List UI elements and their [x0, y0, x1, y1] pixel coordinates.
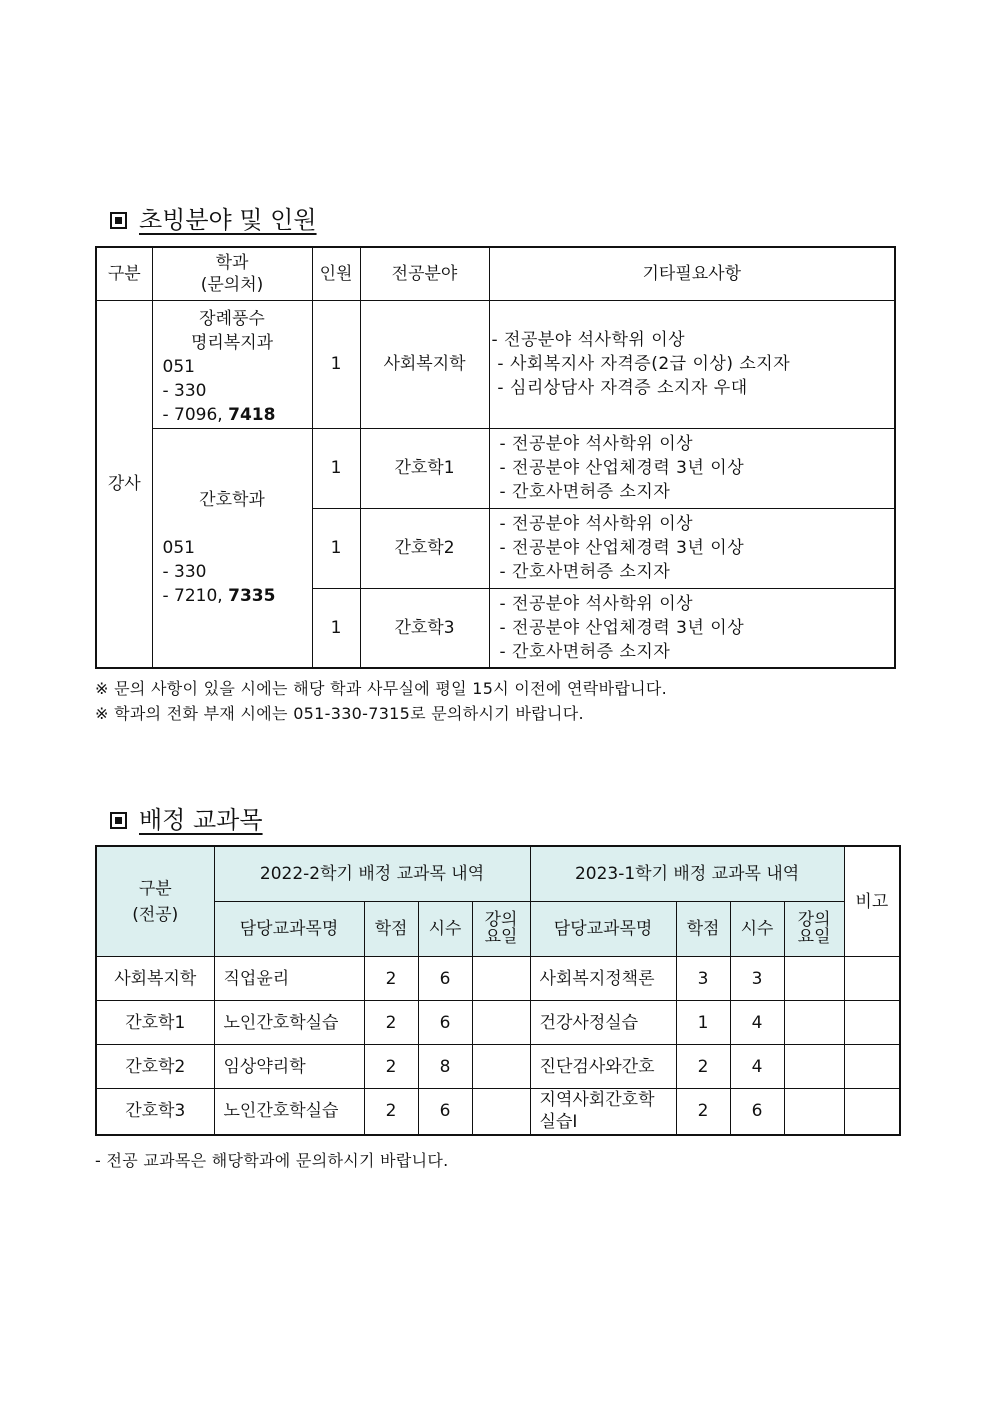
- requirements-cell: - 전공분야 석사학위 이상 - 사회복지사 자격증(2급 이상) 소지자 - 심리상담사 자격증 소지자 우대: [489, 300, 895, 428]
- table-row: [96, 1089, 900, 1135]
- field-cell: 사회복지학: [360, 300, 489, 428]
- course-cell: 진단검사와간호: [530, 1045, 676, 1089]
- course-cell: 노인간호학실습: [214, 1089, 364, 1135]
- count-cell: 1: [312, 300, 360, 428]
- header-hours: 시수: [730, 902, 784, 957]
- table-subheader-row: [96, 902, 900, 957]
- department-phone: [153, 536, 312, 608]
- header-lecture-day: [472, 902, 530, 957]
- course-cell: 건강사정실습: [530, 1001, 676, 1045]
- header-credits: 학점: [676, 902, 730, 957]
- header-term-2023-1: 2023-1학기 배정 교과목 내역: [530, 846, 844, 902]
- course-cell: 사회복지정책론: [530, 957, 676, 1001]
- lecture-day-cell: [784, 1089, 844, 1135]
- department-name: 간호학과: [199, 489, 265, 510]
- major-cell: 사회복지학: [96, 957, 214, 1001]
- table-row: [96, 1001, 900, 1045]
- remarks-cell: [844, 957, 900, 1001]
- header-credits: 학점: [364, 902, 418, 957]
- header-course: 담당교과목명: [530, 902, 676, 957]
- department-cell: [152, 300, 312, 428]
- course-note: - 전공 교과목은 해당학과에 문의하시기 바랍니다.: [95, 1151, 449, 1170]
- department-name: 장례풍수 명리복지과: [190, 308, 274, 353]
- table-row: [96, 1045, 900, 1089]
- header-count: 인원: [312, 247, 360, 300]
- course-cell: 직업윤리: [214, 957, 364, 1001]
- credits-cell: 2: [676, 1045, 730, 1089]
- table-row: [96, 957, 900, 1001]
- requirements-cell: - 전공분야 석사학위 이상 - 전공분야 산업체경력 3년 이상 - 간호사면허증 소지자: [489, 588, 895, 668]
- lecture-day-cell: [784, 1001, 844, 1045]
- department-cell: [152, 428, 312, 668]
- field-cell: 간호학3: [360, 588, 489, 668]
- hours-cell: 8: [418, 1045, 472, 1089]
- inquiry-note: ※ 문의 사항이 있을 시에는 해당 학과 사무실에 평일 15시 이전에 연락바랍니다.: [95, 679, 667, 698]
- header-lecture-day: [784, 902, 844, 957]
- hours-cell: 6: [418, 957, 472, 1001]
- major-cell: 간호학2: [96, 1045, 214, 1089]
- header-major-line1: 구분: [138, 878, 172, 899]
- hours-cell: 6: [730, 1089, 784, 1135]
- count-cell: 1: [312, 508, 360, 588]
- remarks-cell: [844, 1001, 900, 1045]
- field-cell: 간호학2: [360, 508, 489, 588]
- section-title-text: 배정 교과목: [139, 806, 263, 834]
- hours-cell: 4: [730, 1045, 784, 1089]
- course-cell: 노인간호학실습: [214, 1001, 364, 1045]
- major-cell: 간호학3: [96, 1089, 214, 1135]
- header-department: [152, 247, 312, 300]
- credits-cell: 2: [676, 1089, 730, 1135]
- credits-cell: 2: [364, 1089, 418, 1135]
- header-major-line2: (전공): [132, 904, 179, 925]
- header-day-line1: 강의: [484, 910, 518, 930]
- header-term-2022-2: 2022-2학기 배정 교과목 내역: [214, 846, 530, 902]
- lecture-day-cell: [472, 1089, 530, 1135]
- credits-cell: 2: [364, 1045, 418, 1089]
- requirements-cell: - 전공분야 석사학위 이상 - 전공분야 산업체경력 3년 이상 - 간호사면허증 소지자: [489, 428, 895, 508]
- credits-cell: 1: [676, 1001, 730, 1045]
- header-requirements: 기타필요사항: [489, 247, 895, 300]
- hours-cell: 3: [730, 957, 784, 1001]
- count-cell: 1: [312, 428, 360, 508]
- header-hours: 시수: [418, 902, 472, 957]
- remarks-cell: [844, 1089, 900, 1135]
- filled-square-icon: [110, 212, 127, 229]
- section-title-courses: [110, 800, 263, 835]
- course-table: [95, 845, 901, 1136]
- hours-cell: 6: [418, 1089, 472, 1135]
- requirements-cell: - 전공분야 석사학위 이상 - 전공분야 산업체경력 3년 이상 - 간호사면허증 소지자: [489, 508, 895, 588]
- recruitment-table: [95, 246, 896, 669]
- filled-square-icon: [110, 812, 127, 829]
- section-title-text: 초빙분야 및 인원: [139, 206, 317, 234]
- header-day-line2: 요일: [484, 927, 518, 947]
- phone-extension: 7418: [228, 404, 276, 425]
- lecture-day-cell: [784, 1045, 844, 1089]
- table-row: [96, 428, 895, 508]
- header-category: 구분: [96, 247, 152, 300]
- section-title-recruitment: [110, 200, 317, 235]
- course-cell: 지역사회간호학 실습Ⅰ: [530, 1089, 676, 1135]
- phone-prefix: 051 - 330 - 7096,: [162, 356, 223, 425]
- course-cell: 임상약리학: [214, 1045, 364, 1089]
- credits-cell: 3: [676, 957, 730, 1001]
- header-major: [96, 846, 214, 957]
- phone-extension: 7335: [228, 585, 276, 606]
- lecture-day-cell: [472, 1045, 530, 1089]
- table-header-row: [96, 846, 900, 902]
- header-remarks: 비고: [844, 846, 900, 957]
- phone-note: ※ 학과의 전화 부재 시에는 051-330-7315로 문의하시기 바랍니다.: [95, 704, 584, 723]
- table-header-row: [96, 247, 895, 300]
- lecture-day-cell: [472, 957, 530, 1001]
- header-dept-line2: (문의처): [200, 274, 264, 295]
- credits-cell: 2: [364, 1001, 418, 1045]
- table-row: [96, 300, 895, 428]
- header-course: 담당교과목명: [214, 902, 364, 957]
- field-cell: 간호학1: [360, 428, 489, 508]
- header-field: 전공분야: [360, 247, 489, 300]
- phone-prefix: 051 - 330 - 7210,: [162, 537, 223, 606]
- lecture-day-cell: [784, 957, 844, 1001]
- header-dept-line1: 학과: [215, 252, 249, 273]
- header-day-line1: 강의: [797, 910, 831, 930]
- hours-cell: 4: [730, 1001, 784, 1045]
- department-phone: [153, 355, 312, 427]
- header-day-line2: 요일: [797, 927, 831, 947]
- category-cell: 강사: [96, 300, 152, 668]
- major-cell: 간호학1: [96, 1001, 214, 1045]
- lecture-day-cell: [472, 1001, 530, 1045]
- credits-cell: 2: [364, 957, 418, 1001]
- hours-cell: 6: [418, 1001, 472, 1045]
- count-cell: 1: [312, 588, 360, 668]
- remarks-cell: [844, 1045, 900, 1089]
